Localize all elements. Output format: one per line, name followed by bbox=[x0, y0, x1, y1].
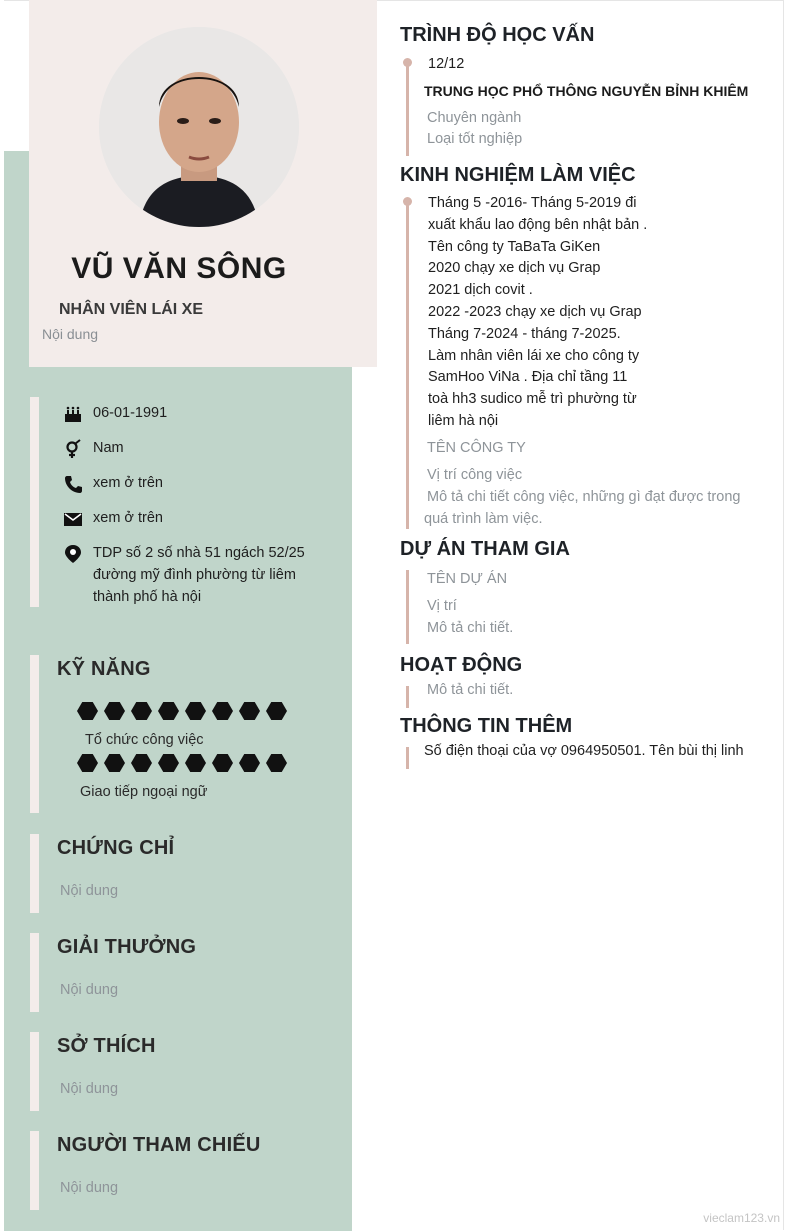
rating-dot bbox=[104, 754, 125, 772]
hobbies-section bbox=[30, 1032, 339, 1111]
timeline-bar bbox=[406, 570, 409, 644]
certificates-title: CHỨNG CHỈ bbox=[57, 837, 175, 859]
awards-title: GIẢI THƯỞNG bbox=[57, 936, 197, 958]
birthday-value: 06-01-1991 bbox=[93, 405, 168, 421]
experience-line: Tháng 5 -2016- Tháng 5-2019 đi bbox=[428, 195, 637, 211]
experience-line: 2020 chạy xe dịch vụ Grap bbox=[428, 260, 601, 277]
rating-dot bbox=[77, 702, 98, 720]
experience-description-line: quá trình làm việc. bbox=[424, 511, 543, 527]
gender-row bbox=[63, 439, 124, 459]
experience-line: toà hh3 sudico mễ trì phường từ bbox=[428, 391, 637, 408]
education-title: TRÌNH ĐỘ HỌC VẤN bbox=[400, 24, 595, 46]
additional-info-text: Số điện thoại của vợ 0964950501. Tên bùi thị linh bbox=[424, 743, 744, 759]
rating-dot bbox=[77, 754, 98, 772]
references-section bbox=[30, 1131, 339, 1210]
email-row bbox=[63, 509, 163, 529]
skill-rating bbox=[77, 702, 287, 720]
project-position: Vị trí bbox=[427, 598, 457, 614]
avatar bbox=[99, 27, 299, 227]
rating-dot bbox=[212, 754, 233, 772]
address-line: TDP số 2 số nhà 51 ngách 52/25 bbox=[93, 545, 305, 561]
certificates-content: Nội dung bbox=[60, 883, 119, 899]
gender-value: Nam bbox=[93, 440, 124, 456]
timeline-bar bbox=[406, 64, 409, 156]
rating-dot bbox=[185, 754, 206, 772]
address-value bbox=[93, 542, 305, 608]
education-graduation: Loại tốt nghiệp bbox=[427, 131, 523, 147]
contact-info bbox=[30, 397, 349, 607]
location-icon bbox=[63, 544, 83, 564]
hobbies-content: Nội dung bbox=[60, 1081, 119, 1097]
rating-dot bbox=[239, 754, 260, 772]
birthday-cake-icon bbox=[63, 404, 83, 424]
timeline-bar bbox=[406, 203, 409, 529]
rating-dot bbox=[212, 702, 233, 720]
experience-line: 2022 -2023 chạy xe dịch vụ Grap bbox=[428, 303, 642, 320]
activities-title: HOẠT ĐỘNG bbox=[400, 654, 523, 676]
address-line: thành phố hà nội bbox=[93, 589, 202, 605]
left-edge-strip bbox=[0, 0, 4, 1231]
experience-line: liêm hà nội bbox=[428, 412, 499, 429]
references-content: Nội dung bbox=[60, 1180, 119, 1196]
rating-dot bbox=[266, 702, 287, 720]
experience-line: Làm nhân viên lái xe cho công ty bbox=[428, 347, 640, 364]
rating-dot bbox=[131, 702, 152, 720]
awards-content: Nội dung bbox=[60, 982, 119, 998]
skill-name: Tổ chức công việc bbox=[85, 732, 204, 748]
projects-title: DỰ ÁN THAM GIA bbox=[400, 538, 570, 560]
rating-dot bbox=[158, 754, 179, 772]
phone-icon bbox=[63, 474, 83, 494]
experience-line: xuất khẩu lao động bên nhật bản . bbox=[428, 216, 648, 233]
address-row bbox=[63, 544, 305, 608]
skill-rating bbox=[77, 754, 287, 772]
rating-dot bbox=[239, 702, 260, 720]
certificates-section bbox=[30, 834, 339, 913]
experience-title: KINH NGHIỆM LÀM VIỆC bbox=[400, 164, 636, 186]
experience-position: Vị trí công việc bbox=[427, 467, 523, 483]
project-name: TÊN DỰ ÁN bbox=[427, 571, 508, 587]
rating-dot bbox=[185, 702, 206, 720]
skill-name: Giao tiếp ngoại ngữ bbox=[80, 784, 208, 800]
rating-dot bbox=[131, 754, 152, 772]
candidate-name: VŨ VĂN SÔNG bbox=[71, 252, 287, 285]
watermark: vieclam123.vn bbox=[703, 1211, 780, 1225]
references-title: NGƯỜI THAM CHIẾU bbox=[57, 1134, 261, 1156]
address-line: đường mỹ đình phường từ liêm bbox=[93, 567, 296, 583]
experience-description-line: Mô tả chi tiết công việc, những gì đạt được trong bbox=[427, 489, 741, 505]
experience-company: TÊN CÔNG TY bbox=[427, 440, 526, 456]
skills-title: KỸ NĂNG bbox=[57, 658, 151, 680]
education-date: 12/12 bbox=[428, 56, 465, 72]
activities-description: Mô tả chi tiết. bbox=[427, 682, 514, 698]
job-title: NHÂN VIÊN LÁI XE bbox=[59, 301, 204, 318]
rating-dot bbox=[104, 702, 125, 720]
rating-dot bbox=[158, 702, 179, 720]
education-school: TRUNG HỌC PHỔ THÔNG NGUYỄN BỈNH KHIÊM bbox=[424, 83, 749, 99]
phone-value: xem ở trên bbox=[93, 475, 163, 491]
experience-line: Tháng 7-2024 - tháng 7-2025. bbox=[428, 325, 621, 342]
email-value: xem ở trên bbox=[93, 510, 163, 526]
awards-section bbox=[30, 933, 339, 1012]
project-description: Mô tả chi tiết. bbox=[427, 620, 514, 636]
timeline-bar bbox=[406, 686, 409, 708]
timeline-bar bbox=[406, 747, 409, 769]
profile-summary: Nội dung bbox=[42, 326, 99, 342]
experience-line: SamHoo ViNa . Địa chỉ tầng 11 bbox=[428, 369, 628, 386]
rating-dot bbox=[266, 754, 287, 772]
hobbies-title: SỞ THÍCH bbox=[57, 1035, 156, 1057]
experience-line: 2021 dịch covit . bbox=[428, 282, 533, 299]
gender-icon bbox=[63, 439, 83, 459]
experience-line: Tên công ty TaBaTa GiKen bbox=[428, 238, 601, 255]
email-icon bbox=[63, 509, 83, 529]
avatar-portrait bbox=[99, 27, 299, 227]
birthday-row bbox=[63, 404, 167, 424]
additional-info-title: THÔNG TIN THÊM bbox=[400, 715, 573, 737]
education-major: Chuyên ngành bbox=[427, 110, 522, 126]
experience-details bbox=[428, 193, 647, 433]
phone-row bbox=[63, 474, 163, 494]
